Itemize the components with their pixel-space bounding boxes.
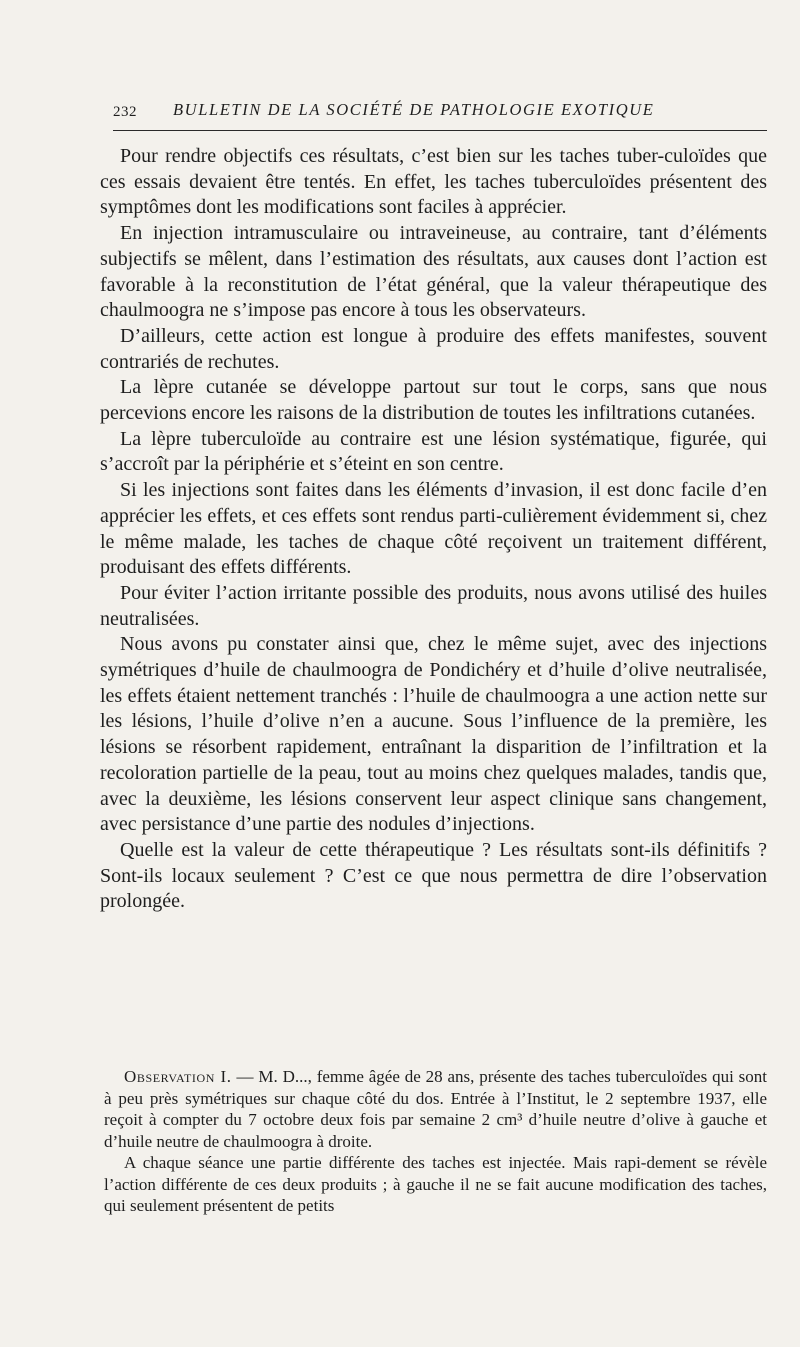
body-paragraph: La lèpre tuberculoïde au contraire est une lésion systématique, figurée, qui s’accroît par la périphérie et s’éteint en son centre. bbox=[100, 427, 767, 476]
body-paragraph: Si les injections sont faites dans les éléments d’invasion, il est donc facile d’en apprécier les effets, et ces effets sont rendus parti-culièrement évidemment si, chez le même malade, les taches de chaque côté reçoivent un traitement différent, produisant des effets différents. bbox=[100, 479, 767, 579]
observation-text: — M. D..., femme âgée de 28 ans, présente des taches tuberculoïdes qui sont à peu près symétriques sur chaque côté du dos. Entrée à l’Institut, le 2 septembre 1937, elle reçoit à compter du 7 octobre deux fois par semaine 2 cm³ d’huile neutre d’olive à gauche et d’huile neutre de chaulmoogra à droite. bbox=[104, 1067, 767, 1151]
body-paragraph: Quelle est la valeur de cette thérapeutique ? Les résultats sont-ils définitifs ? Sont-ils locaux seulement ? C’est ce que nous permettra de dire l’observation prolongée. bbox=[100, 838, 767, 913]
body-paragraph: Nous avons pu constater ainsi que, chez le même sujet, avec des injections symétriques d’huile de chaulmoogra de Pondichéry et d’huile d’olive neutralisée, les effets étaient nettement tranchés : l’huile de chaulmoogra a une action nette sur les lésions, l’huile d’olive n’en a aucune. Sous l’influence de la première, les lésions se résorbent rapidement, entraînant la disparition de l’infiltration et la recoloration partielle de la peau, tout au moins chez quelques malades, tandis que, avec la deuxième, les lésions conservent leur aspect clinique sans changement, avec persistance d’une partie des nodules d’injections. bbox=[100, 633, 767, 836]
body-paragraph: En injection intramusculaire ou intraveineuse, au contraire, tant d’éléments subjectifs se mêlent, dans l’estimation des résultats, aux causes dont l’action est favorable à la reconstitution de l’état général, que la valeur thérapeutique des chaulmoogra ne s’impose pas encore à tous les observateurs. bbox=[100, 222, 767, 322]
page-header bbox=[113, 98, 767, 128]
main-text bbox=[100, 144, 767, 915]
observation-paragraph bbox=[104, 1066, 767, 1152]
observation-paragraph: A chaque séance une partie différente des taches est injectée. Mais rapi-dement se révèle l’action différente de ces deux produits ; à gauche il ne se fait aucune modification des taches, qui seulement présentent de petits bbox=[104, 1153, 767, 1215]
observation-block bbox=[104, 1066, 767, 1217]
body-paragraph: La lèpre cutanée se développe partout sur tout le corps, sans que nous percevions encore les raisons de la distribution de toutes les infiltrations cutanées. bbox=[100, 376, 767, 425]
page-number: 232 bbox=[113, 104, 137, 120]
body-paragraph: Pour éviter l’action irritante possible des produits, nous avons utilisé des huiles neutralisées. bbox=[100, 581, 767, 630]
observation-label: Observation I. bbox=[124, 1067, 232, 1086]
header-rule bbox=[113, 130, 767, 131]
body-paragraph: Pour rendre objectifs ces résultats, c’est bien sur les taches tuber-culoïdes que ces essais devaient être tentés. En effet, les taches tuberculoïdes présentent des symptômes dont les modifications sont faciles à apprécier. bbox=[100, 145, 767, 219]
running-title: BULLETIN DE LA SOCIÉTÉ DE PATHOLOGIE EXOTIQUE bbox=[173, 100, 655, 119]
body-paragraph: D’ailleurs, cette action est longue à produire des effets manifestes, souvent contrariés de rechutes. bbox=[100, 324, 767, 373]
